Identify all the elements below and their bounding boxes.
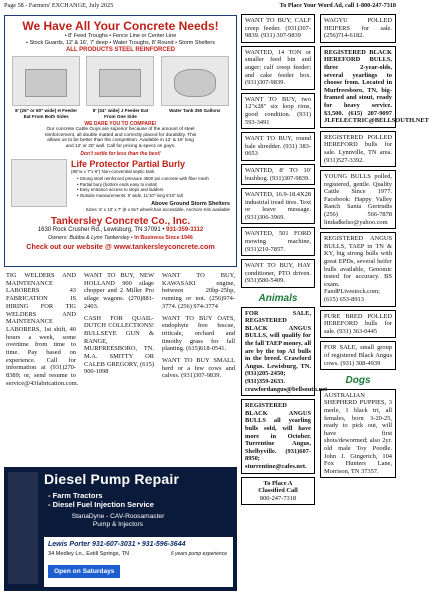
ad-d-6: WANTED, 501 FORD mowing machine, (931)210-7857. [241, 227, 315, 256]
ad-c-2: WANT TO BUY SMALL herd or a few cows and calves. (931)307-9839. [162, 357, 235, 380]
concrete-ad-title: We Have All Your Concrete Needs! [22, 19, 219, 33]
diesel-contact [44, 537, 233, 587]
ad-c-1: WANT TO BUY OATS, endophyte free fescue, triticale, orchard and timothy grass for fall planting. (615)618-0541. [162, 314, 235, 353]
lps-title: Life Protector Partial Burly [71, 159, 186, 170]
diesel-ad [4, 467, 237, 591]
dare-text: Our concrete Cattle Guys are superior because of the amount of steel reinforcement, all double matted and correctly placed for durability. This allows us to be better than the competition. Available in 12' & 16' long and 12' or 20' wall. Call for pricing & specs on guys. [44, 127, 197, 149]
lps-list: • Strong steel reinforced pressure 4500 psi concrete with fiber mesh • Partial bury (bottom ends easy to install • Easy entrance access to steps and ladders • Outside measurements: 8' wide, 11'10" long 6'10" tall [77, 176, 209, 198]
above-ground-title: Above Ground Storm Shelters [151, 201, 230, 207]
product-h-feeder: 8' (26" or 60" wide) H Feeder Eat From Both Sides [12, 56, 80, 119]
diesel-pumps: StanaDyne - CAV-Roosamaster Pump & Injectors [71, 513, 165, 528]
j-feeder-image [86, 56, 154, 106]
product-images [9, 56, 232, 119]
ad-e-1: REGISTERED BLACK HEREFORD BULLS, three 2-year-olds, several yearlings to choose from. Located in Murfreesboro, TN, big-framed and stout, ready for heavy service. $3,500. (615) 207-9097 JLFELECTRIC@BELLSOUTH.NET [320, 46, 396, 128]
h-feeder-image [12, 56, 80, 106]
page-header [4, 2, 396, 11]
ad-d2-1: REGISTERED BLACK ANGUS BULLS all yearling bulls sold, will have more in October. Turrentine Angus, Shelbyville. (931)607-8950; sturrentine@cafes.net. [241, 399, 315, 473]
product-j-feeder: 8' (34" wide) J Feeder Eat From One Side [86, 56, 154, 119]
concrete-ad-line1: • 8' Feed Troughs • Fence Line or Center Line [64, 33, 177, 39]
dare-heading: WE DARE YOU TO COMPARE! [84, 121, 157, 127]
water-tank-image [161, 56, 229, 106]
ad-d-2: WANT TO BUY, two 12"x28" six loop rims, good condition. (931) 593-3491 [241, 93, 315, 129]
page-header-left: Page 58 - Farmers' EXCHANGE, July 2025 [4, 2, 114, 9]
diesel-logo: Diesel Pump Repair [44, 471, 180, 487]
ad-e-0: WAGYU POLLED HEIFERS for sale. (256)714-6182. [320, 14, 396, 43]
animals-heading: Animals [258, 293, 298, 305]
diesel-years: 6 years pump experience [170, 551, 227, 557]
column-d [241, 14, 328, 508]
company-website[interactable]: Check out our website @ www.tankersleyconcrete.com [26, 241, 215, 251]
ad-d-4: WANTED, 8' TO 10' bushhog. (931)307-9839. [241, 164, 315, 185]
ad-b-1: CASH FOR QUAIL-DUTCH COLLECTIONS! BULLSEYE GUN & RANGE, MURFREESBORO, TN. M.A. SMITTY OR CALEB GREGORY, (615) 900-1098 [84, 314, 154, 376]
classified-phone[interactable]: 800-247-7318 [259, 494, 297, 502]
concrete-ad-line3: ALL PRODUCTS STEEL REINFORCED [65, 47, 176, 53]
diesel-address: 34 Medley Ln., Estill Springs, TN [48, 551, 130, 557]
above-ground-sub: Sizes: 6' x 10' x 7' (6 x 8x7 wheelchair accessible, Anchors Kits available [85, 207, 230, 212]
diesel-ad-image [8, 472, 38, 584]
ad-d-7: WANT TO BUY, HAY conditioner, PTO driven. (931)580-5409. [241, 259, 315, 288]
product-water-tank: Water Tank 350 Gallons [161, 56, 229, 119]
ad-e-4: REGISTERED ANGUS BULLS, TAEP in TN & KY, big strong bulls with great EPDs, several heifer bulls available, Genomic tested for accuracy. BS exam. FandPLivestock.com; (615) 653-8913 [320, 232, 396, 306]
concrete-ad [4, 15, 237, 267]
ad-e-6: FOR SALE, small group of registered Black Angus cows. (931) 308-4939 [320, 341, 396, 370]
ad-e-5: PURE BRED POLLED HEREFORD bulls for sale. (931) 363-0445 [320, 310, 396, 339]
life-protector-block [11, 159, 230, 212]
classified-box: To Place A Classified Call 800-247-7318 [241, 477, 315, 506]
ad-b-0: WANT TO BUY, NEW HOLLAND 900 silage chopper and 2 Miller Pro silage wagons. (270)881-2403. [84, 272, 154, 310]
column-b [82, 272, 156, 379]
diesel-services: - Farm Tractors - Diesel Fuel Injection Service [48, 491, 154, 509]
ad-d-1: WANTED, 14 TON or smaller feed bin and auger; calf creep feeder; and cake feeder box. (931)307-9839. [241, 46, 315, 90]
ad-e-2: REGISTERED POLLED HEREFORD bulls for sale. Lynnville, TN area. (931)527-3392. [320, 131, 396, 167]
ad-a-0: TIG WELDERS AND MAINTENANCE LABORERS 43 FABRICATION IS HIRING FOR TIG WELDERS AND MAINTENANCE LABORERS, 1st shift, 40 hours a week, some overtime from time to time. Pay based on experience. Call for information at (931)270-8389; or, send resume to service@43fabrication.com. [6, 272, 79, 387]
company-name: Tankersley Concrete Co., Inc. [50, 216, 191, 228]
ad-d-3: WANT TO BUY, round bale shredder. (931) 383-0653 [241, 132, 315, 161]
concrete-ad-line2: • Stock Guards, 12' & 16', 7' deep • Water Troughs, 8' Round • Storm Shelters [26, 40, 215, 46]
ad-e2-0: AUSTRALIAN SHEPHERD PUPPIES, 3 merle, 1 black tri, all females, born 3-20-25, ready to pick out, will have first shots/dewormed; also 2yr. old male Toy Poodle. John J. Gingerich, 104 Fox Hunters Lane, Morrison, TN 37357. [320, 389, 396, 479]
diesel-saturday: Open on Saturdays [48, 565, 120, 578]
lps-sub: (85"w x 7"x 6") Non-convential septic tank [71, 169, 155, 175]
diesel-phones: Lewis Porter 931-607-3031 • 931-596-3644 [48, 541, 186, 548]
ad-e-3: YOUNG BULLS polled, registered, gentle. Quality Cattle Since 1977. Facebook: Happy Valley Ranch Santa Gertrudis (256) 566-7878 lindadkelso@yahoo.com [320, 170, 396, 229]
shelter-image [11, 159, 67, 207]
column-e [320, 14, 429, 481]
ad-d2-0: FOR SALE, REGISTERED BLACK ANGUS BULLS, will qualify for the fall TAEP money, all are by the top AI bulls in the breed. Crawford Angus. Lewisburg, TN. (931)205-2450; (931)359-2633. crawfordangus@bellsouth.net [241, 307, 315, 397]
ad-d-0: WANT TO BUY, CALF creep feeder. (931)307-9839. (931) 307-9839 [241, 14, 315, 43]
dont-settle: Don't settle for less than the best! [80, 151, 161, 158]
company-address: 1630 Rock Crusher Rd., Lewisburg, TN 37091 • 931-359-3112 [37, 227, 204, 234]
ad-d-5: WANTED, 16.9-18.4X28 industrial tread tires. Text or leave message. (931)306-3969. [241, 188, 315, 224]
column-a [4, 272, 78, 391]
ad-c-0: WANT TO BUY, KAWASAKI engine, between 20hp-25hp, running or not. (256)974-3774. (256) 974-3774 [162, 272, 235, 310]
company-owners: Owners: Bubba & Lynn Tankersley • In Business Since 1946 [48, 234, 193, 241]
column-c [160, 272, 237, 383]
company-phone: 931-359-3112 [166, 227, 204, 234]
dogs-heading: Dogs [345, 375, 371, 387]
page-header-right: To Place Your Word Ad, call 1-800-247-7318 [279, 2, 396, 9]
